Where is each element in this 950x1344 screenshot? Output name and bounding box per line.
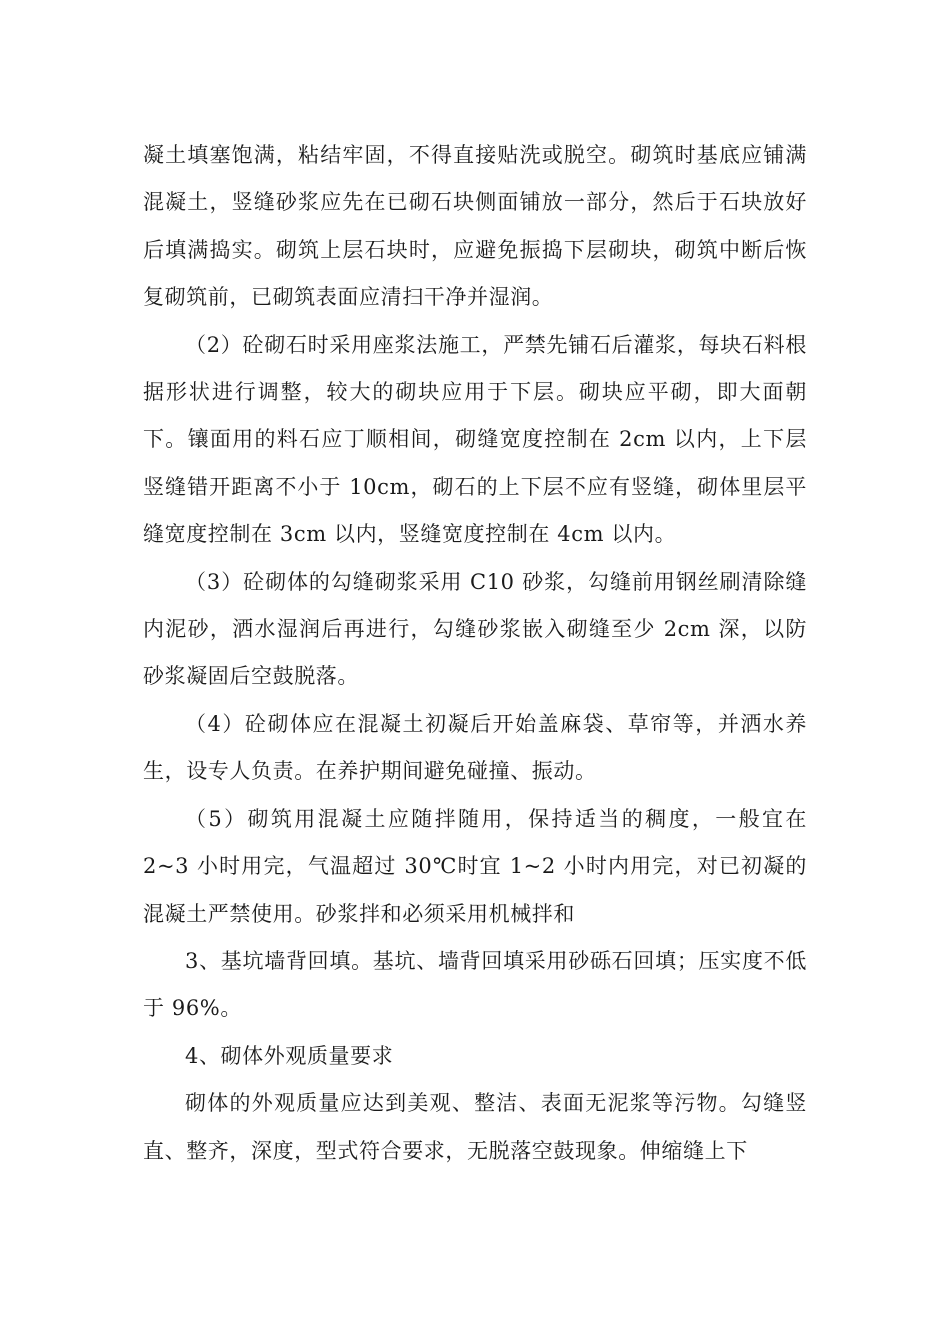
paragraph-masonry-continued: 凝土填塞饱满，粘结牢固，不得直接贴洗或脱空。砌筑时基底应铺满混凝土，竖缝砂浆应先在已砌石块侧面铺放一部分，然后于石块放好后填满捣实。砌筑上层石块时，应避免振捣下层砌块，砌筑中断后恢复砌筑前，已砌筑表面应清扫干净并湿润。 — [143, 143, 807, 310]
paragraph-section-4-body: 砌体的外观质量应达到美观、整洁、表面无泥浆等污物。勾缝竖直、整齐，深度，型式符合要求，无脱落空鼓现象。伸缩缝上下 — [143, 1091, 807, 1163]
paragraph-item-4-curing: （4）砼砌体应在混凝土初凝后开始盖麻袋、草帘等，并洒水养生，设专人负责。在养护期间避免碰撞、振动。 — [143, 711, 807, 784]
paragraph-item-2-mortar-bedding: （2）砼砌石时采用座浆法施工，严禁先铺石后灌浆，每块石料根据形状进行调整，较大的砌块应用于下层。砌块应平砌，即大面朝下。镶面用的料石应丁顺相间，砌缝宽度控制在 2cm 以内，上下层竖缝错开距离不小于 10cm，砌石的上下层不应有竖缝，砌体里层平缝宽度控制在 3cm 以内，竖缝宽度控制在 4cm 以内。 — [143, 332, 807, 547]
paragraph-item-5-mixing: （5）砌筑用混凝土应随拌随用，保持适当的稠度，一般宜在 2~3 小时用完，气温超过 30℃时宜 1~2 小时内用完，对已初凝的混凝土严禁使用。砂浆拌和必须采用机械拌和 — [143, 806, 807, 926]
heading-section-4-quality: 4、砌体外观质量要求 — [185, 1043, 394, 1068]
paragraph-item-3-pointing: （3）砼砌体的勾缝砌浆采用 C10 砂浆，勾缝前用钢丝刷清除缝内泥砂，洒水湿润后再进行，勾缝砂浆嵌入砌缝至少 2cm 深，以防砂浆凝固后空鼓脱落。 — [143, 569, 807, 689]
paragraph-section-3-backfill: 3、基坑墙背回填。基坑、墙背回填采用砂砾石回填；压实度不低于 96%。 — [143, 948, 807, 1021]
document-body — [143, 132, 807, 1175]
